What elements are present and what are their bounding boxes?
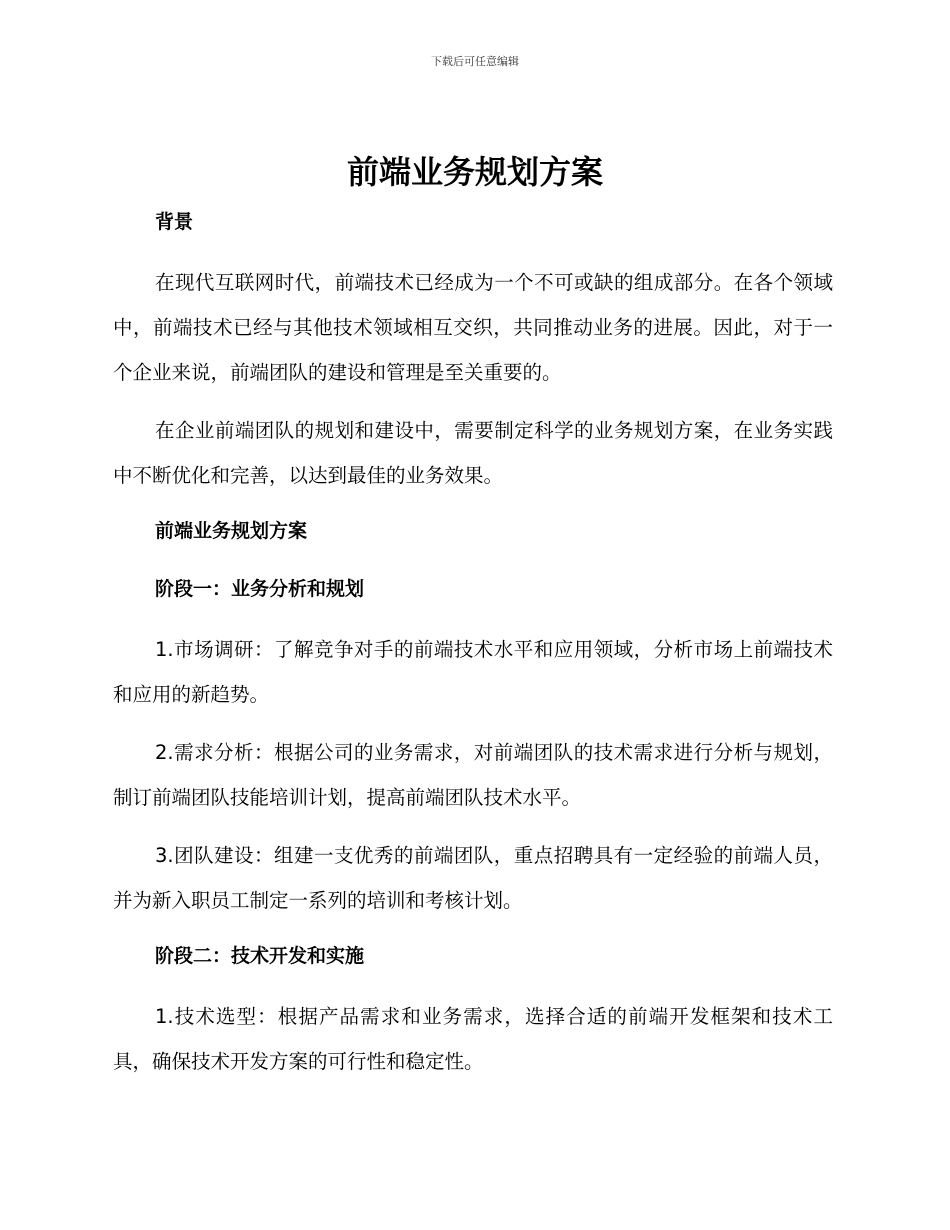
- section-heading-phase-2: 阶段二：技术开发和实施: [155, 945, 365, 967]
- paragraph-phase-1-item-2: 2.需求分析：根据公司的业务需求，对前端团队的技术需求进行分析与规划，制订前端团队技能培训计划，提高前端团队技术水平。: [113, 741, 833, 809]
- paragraph-phase-2-item-1: 1.技术选型：根据产品需求和业务需求，选择合适的前端开发框架和技术工具，确保技术开发方案的可行性和稳定性。: [113, 1005, 833, 1073]
- page-header-note: 下载后可任意编辑: [431, 55, 519, 68]
- paragraph-phase-1-item-1: 1.市场调研：了解竞争对手的前端技术水平和应用领域，分析市场上前端技术和应用的新趋势。: [113, 638, 833, 706]
- section-heading-plan: 前端业务规划方案: [155, 520, 308, 542]
- section-heading-background: 背景: [155, 211, 194, 233]
- section-heading-phase-1: 阶段一：业务分析和规划: [155, 578, 365, 600]
- document-title: 前端业务规划方案: [346, 153, 603, 191]
- paragraph-background-2: 在企业前端团队的规划和建设中，需要制定科学的业务规划方案，在业务实践中不断优化和完善，以达到最佳的业务效果。: [113, 419, 833, 487]
- document-body: [113, 202, 833, 1097]
- paragraph-background-1: 在现代互联网时代，前端技术已经成为一个不可或缺的组成部分。在各个领域中，前端技术已经与其他技术领域相互交织，共同推动业务的进展。因此，对于一个企业来说，前端团队的建设和管理是至关重要的。: [113, 271, 833, 384]
- paragraph-phase-1-item-3: 3.团队建设：组建一支优秀的前端团队，重点招聘具有一定经验的前端人员，并为新入职员工制定一系列的培训和考核计划。: [113, 844, 833, 912]
